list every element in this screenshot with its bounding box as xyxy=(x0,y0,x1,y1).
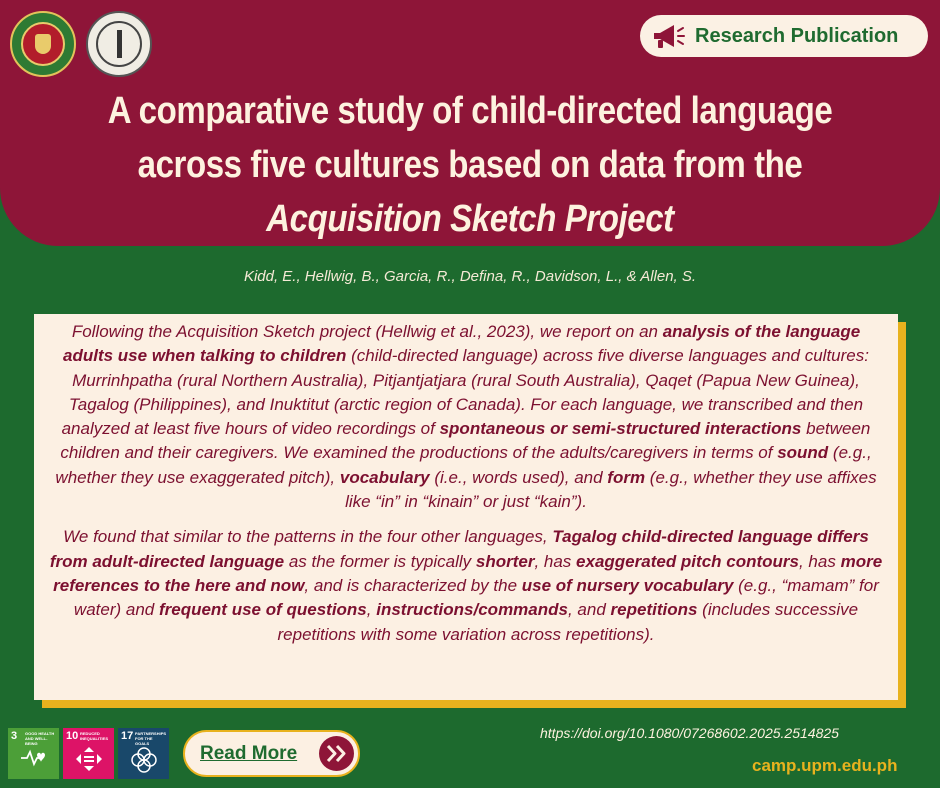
emphasis-text: vocabulary xyxy=(339,467,430,487)
rings-icon xyxy=(130,746,158,774)
emphasis-text: more references to the here and now xyxy=(53,551,883,595)
abstract-paragraph-2 xyxy=(46,525,886,646)
body-text: (e.g., “mamam” for water) and xyxy=(73,575,879,620)
title-line-2: across five cultures based on data from the xyxy=(137,144,803,186)
title-line-1: A comparative study of child-directed language xyxy=(107,90,833,132)
body-text: (child-directed language) across five diverse languages and cultures: Murrinhpatha (rural Northern Australia), Pitjantjatjara (rural South Australia), Qaqet (Papua New Guinea), Tagalog (Philippines), and Inuktitut (arctic region of Canada). For each language, we transcribed and then analyzed at least five hours of video recordings of xyxy=(61,346,869,439)
read-more-label[interactable]: Read More xyxy=(200,743,298,764)
header-banner xyxy=(0,0,940,246)
heartbeat-icon xyxy=(20,746,48,768)
sdg-10-badge: 10 REDUCED INEQUALITIES xyxy=(63,728,114,779)
authors-line: Kidd, E., Hellwig, B., Garcia, R., Defina, R., Davidson, L., & Allen, S. xyxy=(243,268,697,285)
emphasis-text: use of nursery vocabulary xyxy=(521,575,734,595)
sdg-17-badge: 17 PARTNERSHIPS FOR THE GOALS xyxy=(118,728,169,779)
emphasis-text: Tagalog child-directed language differs from adult-directed language xyxy=(49,527,869,571)
badge-label: Research Publication xyxy=(695,25,899,47)
body-text: between children and their caregivers. We examined the productions of the adults/caregivers in terms of xyxy=(60,419,871,463)
body-text: , has xyxy=(798,551,841,571)
body-text: Following the Acquisition Sketch project (Hellwig et al., 2023), we report on an xyxy=(71,322,663,341)
body-text: , xyxy=(366,600,377,620)
title-line-3: Acquisition Sketch Project xyxy=(266,198,674,240)
megaphone-icon xyxy=(650,22,686,50)
emphasis-text: sound xyxy=(777,443,829,463)
emphasis-text: repetitions xyxy=(610,600,698,620)
page-title xyxy=(87,84,853,246)
sdg-3-badge: 3 GOOD HEALTH AND WELL-BEING xyxy=(8,728,59,779)
emphasis-text: shorter xyxy=(475,551,535,571)
website-link[interactable]: camp.upm.edu.ph xyxy=(752,756,898,775)
double-chevron-right-icon[interactable] xyxy=(319,736,354,771)
body-text: , and is characterized by the xyxy=(304,575,522,595)
emphasis-text: spontaneous or semi-structured interactions xyxy=(439,419,802,439)
college-seal-logo xyxy=(86,11,152,77)
equality-icon xyxy=(75,746,103,772)
body-text: (includes successive repetitions with some variation across repetitions). xyxy=(277,600,859,644)
abstract-card xyxy=(34,314,898,700)
emphasis-text: frequent use of questions xyxy=(158,600,367,620)
body-text: as the former is typically xyxy=(284,551,476,571)
emphasis-text: exaggerated pitch contours xyxy=(576,551,799,571)
body-text: (e.g., whether they use exaggerated pitch), xyxy=(55,443,872,487)
emphasis-text: instructions/commands xyxy=(376,600,568,620)
body-text: (i.e., words used), and xyxy=(429,467,608,487)
body-text: , and xyxy=(567,600,611,620)
body-text: , has xyxy=(534,551,577,571)
emphasis-text: analysis of the language adults use when talking to children xyxy=(63,322,861,366)
doi-link[interactable]: https://doi.org/10.1080/07268602.2025.2514825 xyxy=(540,725,839,741)
emphasis-text: form xyxy=(607,467,646,487)
research-publication-badge xyxy=(640,15,928,57)
body-text: We found that similar to the patterns in the four other languages, xyxy=(63,527,553,547)
abstract-paragraph-1 xyxy=(46,320,886,514)
body-text: (e.g., whether they use affixes like “in” in “kinain” or just “kain”). xyxy=(345,467,877,512)
read-more-button[interactable] xyxy=(183,730,360,777)
university-seal-logo xyxy=(10,11,76,77)
